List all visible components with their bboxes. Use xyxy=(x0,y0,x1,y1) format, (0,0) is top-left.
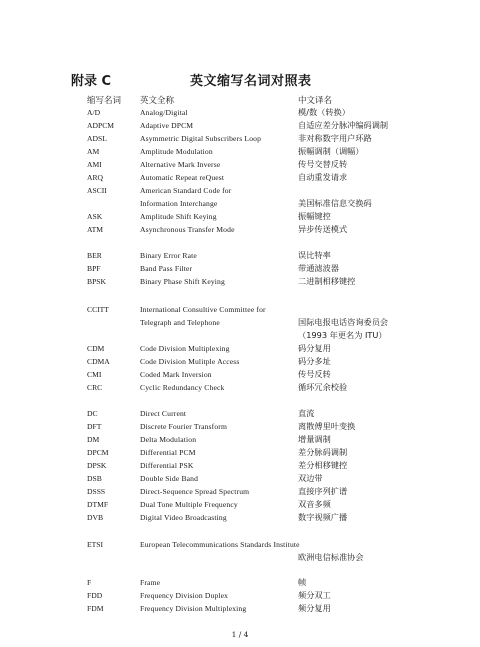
chinese-term: 频分复用 xyxy=(298,603,331,613)
list-item xyxy=(0,446,480,459)
chinese-term: 传号交替反转 xyxy=(298,159,348,169)
chinese-term: 振幅调制（调幅） xyxy=(298,146,364,156)
abbreviation: ASCII xyxy=(87,186,107,195)
english-term: Frequency Division Multiplexing xyxy=(140,604,247,613)
list-item xyxy=(0,420,480,433)
chinese-term: 振幅键控 xyxy=(298,211,331,221)
abbreviation: CRC xyxy=(87,383,103,392)
english-term: European Telecommunications Standards Institute xyxy=(140,540,300,549)
english-term: Cyclic Redundancy Check xyxy=(140,383,225,392)
abbreviation: FDM xyxy=(87,604,104,613)
abbreviation: CDMA xyxy=(87,357,110,366)
abbreviation: AMI xyxy=(87,160,102,169)
column-header-full: 英文全称 xyxy=(140,96,175,106)
abbreviation: DTMF xyxy=(87,500,109,509)
abbreviation: DSB xyxy=(87,474,102,483)
chinese-term: 码分复用 xyxy=(298,343,331,353)
chinese-term: 双边带 xyxy=(298,473,323,483)
appendix-label: 附录 C xyxy=(71,74,112,89)
list-item xyxy=(0,589,480,602)
abbreviation: CMI xyxy=(87,370,102,379)
abbreviation: F xyxy=(87,578,92,587)
english-term: Amplitude Shift Keying xyxy=(140,212,217,221)
abbreviation: BPSK xyxy=(87,277,106,286)
page-title: 英文缩写名词对照表 xyxy=(190,74,312,89)
english-term: Frame xyxy=(140,578,161,587)
list-item xyxy=(0,223,480,236)
chinese-term: 直接序列扩谱 xyxy=(298,486,348,496)
english-term: Direct-Sequence Spread Spectrum xyxy=(140,487,250,496)
list-item xyxy=(0,249,480,262)
english-term: Dual Tone Multiple Frequency xyxy=(140,500,238,509)
abbreviation: ATM xyxy=(87,225,104,234)
list-item xyxy=(0,275,480,288)
abbreviation: FDD xyxy=(87,591,103,600)
english-term: Digital Video Broadcasting xyxy=(140,513,227,522)
list-item xyxy=(0,381,480,394)
list-item xyxy=(0,303,480,316)
chinese-term: 国际电报电话咨询委员会 xyxy=(298,317,389,327)
english-term: Delta Modulation xyxy=(140,435,197,444)
abbreviation: DPSK xyxy=(87,461,107,470)
english-term: Coded Mark Inversion xyxy=(140,370,212,379)
english-term: Telegraph and Telephone xyxy=(140,318,220,327)
english-term: American Standard Code for xyxy=(140,186,232,195)
abbreviation: CCITT xyxy=(87,305,109,314)
chinese-term: （1993 年更名为 ITU） xyxy=(298,330,387,340)
list-item xyxy=(0,171,480,184)
list-item xyxy=(0,355,480,368)
chinese-term: 直流 xyxy=(298,408,315,418)
column-header-cn: 中文译名 xyxy=(298,96,333,106)
list-item xyxy=(0,158,480,171)
english-term: Double Side Band xyxy=(140,474,199,483)
page-number: 1 / 4 xyxy=(231,630,249,639)
chinese-term: 自适应差分脉冲编码调制 xyxy=(298,120,389,130)
english-term: Adaptive DPCM xyxy=(140,121,194,130)
abbreviation: AM xyxy=(87,147,100,156)
chinese-term: 非对称数字用户环路 xyxy=(298,133,372,143)
abbreviation: A/D xyxy=(87,108,101,117)
abbreviation: ETSI xyxy=(87,540,104,549)
column-header-abbr: 缩写名词 xyxy=(87,96,122,106)
list-item xyxy=(0,459,480,472)
chinese-term: 差分相移键控 xyxy=(298,460,348,470)
list-item xyxy=(0,145,480,158)
abbreviation: ASK xyxy=(87,212,103,221)
abbreviation: DSSS xyxy=(87,487,106,496)
english-term: International Consultive Committee for xyxy=(140,305,266,314)
list-item xyxy=(0,197,480,210)
chinese-term: 异步传送模式 xyxy=(298,224,348,234)
list-item xyxy=(0,576,480,589)
english-term: Alternative Mark Inverse xyxy=(140,160,221,169)
list-item xyxy=(0,262,480,275)
list-item xyxy=(0,551,480,564)
abbreviation: DPCM xyxy=(87,448,109,457)
english-term: Differential PSK xyxy=(140,461,194,470)
english-term: Discrete Fourier Transform xyxy=(140,422,227,431)
list-item xyxy=(0,329,480,342)
english-term: Information Interchange xyxy=(140,199,218,208)
chinese-term: 频分双工 xyxy=(298,590,331,600)
abbreviation: DC xyxy=(87,409,98,418)
abbreviation: DM xyxy=(87,435,100,444)
chinese-term: 差分脉码调制 xyxy=(298,447,348,457)
list-item xyxy=(0,210,480,223)
list-item xyxy=(0,485,480,498)
abbreviation: BPF xyxy=(87,264,101,273)
chinese-term: 二进制相移键控 xyxy=(298,276,356,286)
list-item xyxy=(0,407,480,420)
english-term: Asymmetric Digital Subscribers Loop xyxy=(140,134,262,143)
chinese-term: 增量调制 xyxy=(298,434,331,444)
english-term: Analog/Digital xyxy=(140,108,188,117)
english-term: Band Pass Filter xyxy=(140,264,193,273)
list-item xyxy=(0,511,480,524)
chinese-term: 带通滤波器 xyxy=(298,263,339,273)
abbreviation: BER xyxy=(87,251,102,260)
list-item xyxy=(0,106,480,119)
list-item xyxy=(0,472,480,485)
chinese-term: 美国标准信息交换码 xyxy=(298,198,372,208)
english-term: Binary Error Rate xyxy=(140,251,197,260)
english-term: Differential PCM xyxy=(140,448,196,457)
list-item xyxy=(0,316,480,329)
list-item xyxy=(0,184,480,197)
abbreviation: CDM xyxy=(87,344,105,353)
list-item xyxy=(0,433,480,446)
english-term: Automatic Repeat reQuest xyxy=(140,173,225,182)
english-term: Frequency Division Duplex xyxy=(140,591,229,600)
list-item xyxy=(0,498,480,511)
list-item xyxy=(0,119,480,132)
list-item xyxy=(0,602,480,615)
chinese-term: 传号反转 xyxy=(298,369,331,379)
english-term: Code Division Mulitple Access xyxy=(140,357,240,366)
abbreviation: ARQ xyxy=(87,173,104,182)
chinese-term: 欧洲电信标准协会 xyxy=(298,552,364,562)
chinese-term: 循环冗余校验 xyxy=(298,382,348,392)
chinese-term: 误比特率 xyxy=(298,250,331,260)
chinese-term: 码分多址 xyxy=(298,356,331,366)
chinese-term: 帧 xyxy=(298,577,307,587)
list-item xyxy=(0,132,480,145)
abbreviation: ADSL xyxy=(87,134,107,143)
english-term: Binary Phase Shift Keying xyxy=(140,277,225,286)
english-term: Code Division Multiplexing xyxy=(140,344,230,353)
chinese-term: 自动重发请求 xyxy=(298,172,348,182)
chinese-term: 离散傅里叶变换 xyxy=(298,421,356,431)
abbreviation: DVB xyxy=(87,513,104,522)
abbreviation: DFT xyxy=(87,422,102,431)
list-item xyxy=(0,342,480,355)
chinese-term: 数字视频广播 xyxy=(298,512,348,522)
english-term: Direct Current xyxy=(140,409,187,418)
english-term: Amplitude Modulation xyxy=(140,147,213,156)
abbreviation: ADPCM xyxy=(87,121,115,130)
list-item xyxy=(0,538,480,551)
chinese-term: 模/数（转换） xyxy=(298,107,350,117)
list-item xyxy=(0,368,480,381)
english-term: Asynchronous Transfer Mode xyxy=(140,225,235,234)
chinese-term: 双音多频 xyxy=(298,499,331,509)
